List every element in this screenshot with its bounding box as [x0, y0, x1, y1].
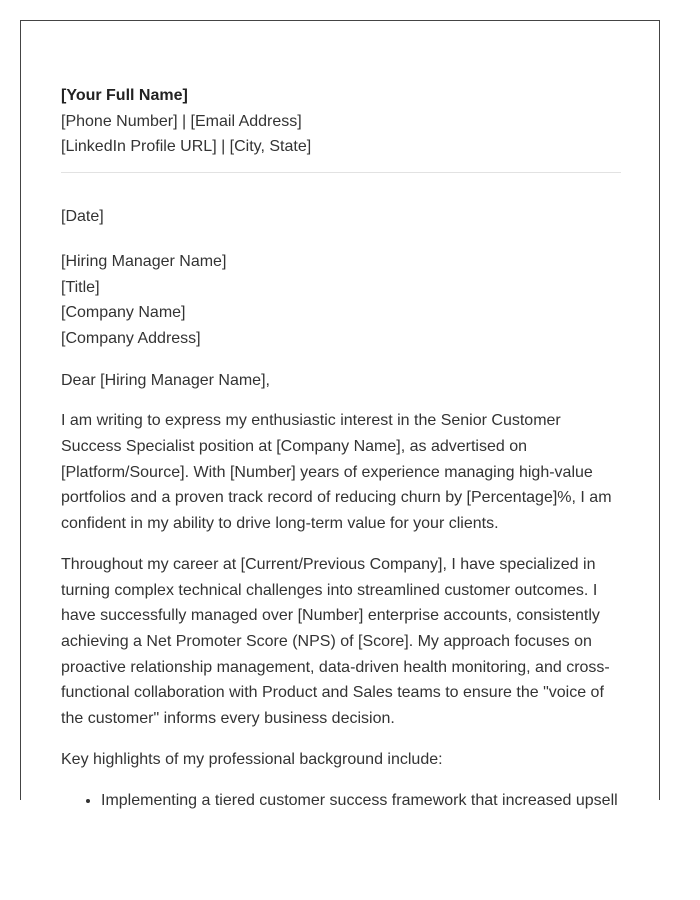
recipient-block — [61, 249, 621, 352]
recipient-company: [Company Name] — [61, 304, 186, 322]
body-paragraph-highlights-intro: Key highlights of my professional background include: — [61, 750, 443, 768]
letter-page — [20, 20, 660, 810]
recipient-manager: [Hiring Manager Name] — [61, 252, 227, 270]
header-divider — [61, 172, 621, 173]
highlights-list — [61, 788, 621, 814]
recipient-address: [Company Address] — [61, 329, 201, 347]
letter-header — [61, 83, 621, 160]
sender-name: [Your Full Name] — [61, 87, 188, 104]
body-paragraph-experience: Throughout my career at [Current/Previous Company], I have specialized in turning complex technical challenges into streamlined customer outcomes. I have successfully managed over [Number] enterprise accounts, consistently achieving a Net Promoter Score (NPS) of [Score]. My approach focuses on proactive relationship management, data-driven health monitoring, and cross-functional collaboration with Product and Sales teams to ensure the "voice of the customer" informs every business decision. — [61, 555, 610, 728]
sender-contact-line-2: [LinkedIn Profile URL] | [City, State] — [61, 138, 312, 156]
recipient-title: [Title] — [61, 278, 100, 296]
salutation: Dear [Hiring Manager Name], — [61, 371, 270, 389]
letter-date: [Date] — [61, 208, 104, 226]
highlight-item: • Implementing a tiered customer success framework that increased upsell — [101, 788, 621, 814]
letter-content — [61, 83, 621, 814]
sender-contact-line-1: [Phone Number] | [Email Address] — [61, 112, 302, 130]
body-paragraph-intro: I am writing to express my enthusiastic interest in the Senior Customer Success Specialist position at [Company Name], as advertised on [Platform/Source]. With [Number] years of experience managing high-value portfolios and a proven track record of reducing churn by [Percentage]%, I am confident in my ability to drive long-term value for your clients. — [61, 412, 612, 533]
